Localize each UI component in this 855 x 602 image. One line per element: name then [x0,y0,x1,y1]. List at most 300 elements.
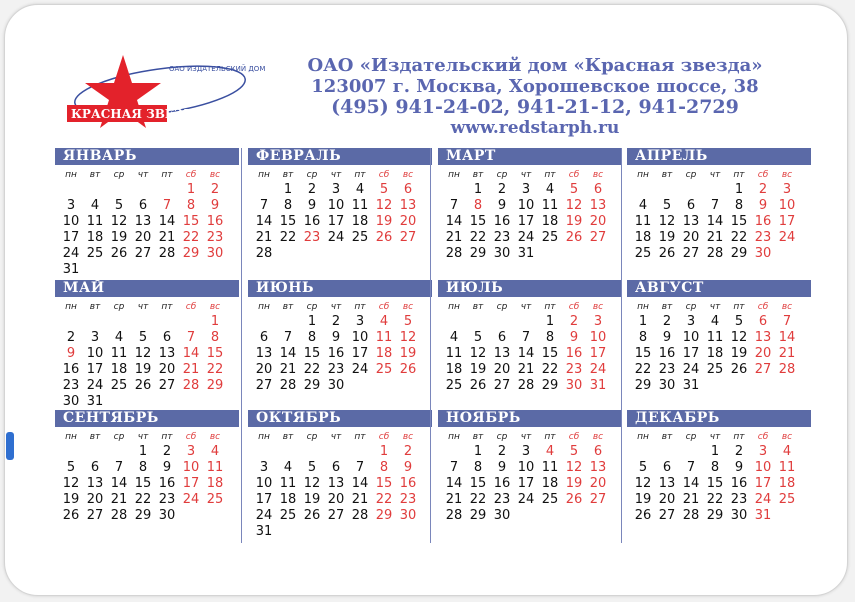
day-cell: 17 [327,214,345,229]
red-star-logo [65,49,266,139]
weekday-header: пн [258,170,270,180]
day-cell: 25 [86,246,104,261]
day-cell: 7 [710,198,720,213]
empty-cell [276,314,300,330]
month-block [438,148,622,262]
day-cell: 14 [682,476,700,491]
day-cell: 16 [754,214,772,229]
day-cell: 21 [445,230,463,245]
weekday-header: чт [330,170,342,180]
weekday-header: вс [402,170,414,180]
day-cell: 17 [589,346,607,361]
day-cell: 19 [565,476,583,491]
day-cell: 23 [399,492,417,507]
weekday-header: сб [185,170,197,180]
weekday-header: вс [592,170,604,180]
weekday-header: чт [330,432,342,442]
day-cell: 29 [706,508,724,523]
day-cell: 27 [493,378,511,393]
day-cell: 18 [445,362,463,377]
day-cell: 27 [682,246,700,261]
day-cell: 1 [379,444,389,459]
day-cell: 18 [86,230,104,245]
day-cell: 29 [182,246,200,261]
weekday-header: вт [472,302,484,312]
weekday-header: чт [137,432,149,442]
weekday-header: вс [209,302,221,312]
day-cell: 21 [255,230,273,245]
day-cell: 19 [658,230,676,245]
day-cell: 3 [331,182,341,197]
day-cell: 4 [283,460,293,475]
weekday-header: ср [113,170,125,180]
weekday-header: ср [113,302,125,312]
day-cell: 1 [186,182,196,197]
day-cell: 29 [206,378,224,393]
day-cell: 5 [734,314,744,329]
weekday-header: пн [65,302,77,312]
day-cell: 9 [758,198,768,213]
day-cell: 26 [62,508,80,523]
day-cell: 23 [658,362,676,377]
day-cell: 5 [638,460,648,475]
publisher-website[interactable]: www.redstarph.ru [450,118,620,138]
day-cell: 16 [327,346,345,361]
day-cell: 3 [90,330,100,345]
day-cell: 2 [66,330,76,345]
month-block [627,280,811,394]
day-cell: 6 [138,198,148,213]
publisher-info [275,55,795,139]
day-cell: 6 [259,330,269,345]
day-cell: 7 [162,198,172,213]
day-cell: 15 [134,476,152,491]
weekday-header: вт [89,432,101,442]
day-cell: 28 [517,378,535,393]
day-cell: 24 [682,362,700,377]
day-cell: 16 [399,476,417,491]
day-cell: 28 [351,508,369,523]
day-cell: 29 [634,378,652,393]
day-cell: 23 [62,378,80,393]
weekday-header: пн [637,302,649,312]
weekday-header: пн [448,302,460,312]
day-cell: 12 [634,476,652,491]
logo-text: КРАСНАЯ ЗВЕЗДА [71,107,204,121]
weekday-header: чт [137,170,149,180]
weekday-header: вс [209,432,221,442]
day-cell: 2 [758,182,768,197]
day-cell: 15 [469,214,487,229]
day-cell: 29 [469,508,487,523]
day-cell: 11 [634,214,652,229]
day-cell: 7 [782,314,792,329]
day-cell: 25 [375,362,393,377]
empty-cell [348,444,372,460]
day-cell: 4 [114,330,124,345]
day-cell: 1 [710,444,720,459]
day-cell: 5 [138,330,148,345]
day-cell: 3 [782,182,792,197]
day-cell: 6 [593,182,603,197]
day-cell: 26 [730,362,748,377]
day-cell: 10 [351,330,369,345]
day-cell: 25 [541,230,559,245]
day-cell: 6 [686,198,696,213]
empty-cell [83,444,107,460]
day-cell: 20 [682,230,700,245]
empty-cell [655,444,679,460]
day-cell: 6 [497,330,507,345]
day-cell: 6 [403,182,413,197]
day-cell: 11 [279,476,297,491]
weekday-header: сб [568,170,580,180]
day-cell: 16 [206,214,224,229]
day-cell: 10 [778,198,796,213]
empty-cell [131,182,155,198]
day-cell: 24 [754,492,772,507]
day-cell: 27 [589,492,607,507]
day-cell: 15 [469,476,487,491]
weekday-header: вт [282,302,294,312]
weekday-header: сб [568,432,580,442]
day-cell: 4 [90,198,100,213]
day-cell: 3 [521,182,531,197]
day-cell: 14 [778,330,796,345]
day-cell: 20 [658,492,676,507]
day-cell: 27 [754,362,772,377]
weekday-header: пт [161,432,173,442]
day-cell: 19 [375,214,393,229]
empty-cell [107,444,131,460]
empty-cell [107,182,131,198]
month-days-grid [252,301,432,394]
day-cell: 5 [473,330,483,345]
day-cell: 19 [730,346,748,361]
day-cell: 11 [206,460,224,475]
day-cell: 31 [86,394,104,409]
weekday-header: пт [544,302,556,312]
day-cell: 20 [158,362,176,377]
day-cell: 17 [517,214,535,229]
day-cell: 3 [593,314,603,329]
day-cell: 26 [303,508,321,523]
day-cell: 18 [375,346,393,361]
day-cell: 15 [730,214,748,229]
day-cell: 28 [445,246,463,261]
day-cell: 2 [162,444,172,459]
day-cell: 2 [497,182,507,197]
day-cell: 25 [445,378,463,393]
weekday-header: вт [282,170,294,180]
day-cell: 13 [86,476,104,491]
month-block [248,280,432,394]
day-cell: 17 [255,492,273,507]
day-cell: 7 [114,460,124,475]
weekday-header: ср [685,170,697,180]
day-cell: 13 [399,198,417,213]
day-cell: 25 [206,492,224,507]
day-cell: 20 [589,214,607,229]
empty-cell [252,444,276,460]
day-cell: 18 [279,492,297,507]
empty-cell [442,444,466,460]
day-cell: 17 [62,230,80,245]
day-cell: 22 [206,362,224,377]
month-days-grid [631,169,811,262]
weekday-header: ср [685,302,697,312]
day-cell: 27 [86,508,104,523]
day-cell: 30 [754,246,772,261]
month-title: ОКТЯБРЬ [248,410,432,427]
day-cell: 30 [493,508,511,523]
day-cell: 7 [449,460,459,475]
weekday-header: сб [378,432,390,442]
day-cell: 1 [734,182,744,197]
month-title: ЯНВАРЬ [55,148,239,165]
day-cell: 15 [182,214,200,229]
month-title: ФЕВРАЛЬ [248,148,432,165]
day-cell: 9 [307,198,317,213]
weekday-header: вс [781,170,793,180]
month-days-grid [59,301,239,410]
day-cell: 27 [327,508,345,523]
day-cell: 2 [403,444,413,459]
day-cell: 16 [62,362,80,377]
month-title: ДЕКАБРЬ [627,410,811,427]
day-cell: 8 [473,460,483,475]
day-cell: 12 [658,214,676,229]
day-cell: 31 [682,378,700,393]
day-cell: 22 [469,492,487,507]
day-cell: 13 [589,198,607,213]
day-cell: 20 [86,492,104,507]
day-cell: 19 [134,362,152,377]
day-cell: 1 [210,314,220,329]
day-cell: 28 [158,246,176,261]
day-cell: 12 [62,476,80,491]
day-cell: 25 [351,230,369,245]
weekday-header: ср [496,170,508,180]
day-cell: 15 [634,346,652,361]
day-cell: 11 [351,198,369,213]
day-cell: 21 [445,492,463,507]
day-cell: 29 [541,378,559,393]
day-cell: 25 [778,492,796,507]
day-cell: 11 [778,460,796,475]
day-cell: 13 [754,330,772,345]
day-cell: 24 [255,508,273,523]
day-cell: 20 [493,362,511,377]
month-days-grid [631,301,811,394]
day-cell: 5 [662,198,672,213]
day-cell: 8 [545,330,555,345]
weekday-header: вт [472,432,484,442]
day-cell: 6 [90,460,100,475]
weekday-header: пн [258,432,270,442]
day-cell: 10 [327,198,345,213]
day-cell: 14 [351,476,369,491]
day-cell: 24 [351,362,369,377]
day-cell: 27 [658,508,676,523]
day-cell: 18 [351,214,369,229]
day-cell: 21 [778,346,796,361]
day-cell: 1 [138,444,148,459]
day-cell: 15 [706,476,724,491]
month-title: АВГУСТ [627,280,811,297]
day-cell: 5 [569,182,579,197]
day-cell: 21 [158,230,176,245]
empty-cell [131,314,155,330]
weekday-header: вт [661,432,673,442]
weekday-header: пт [354,302,366,312]
day-cell: 28 [255,246,273,261]
weekday-header: вс [781,432,793,442]
day-cell: 17 [351,346,369,361]
day-cell: 1 [283,182,293,197]
day-cell: 29 [303,378,321,393]
day-cell: 20 [134,230,152,245]
day-cell: 8 [734,198,744,213]
day-cell: 31 [754,508,772,523]
weekday-header: ср [496,302,508,312]
day-cell: 5 [569,444,579,459]
calendar-card [4,4,848,596]
day-cell: 5 [403,314,413,329]
weekday-header: вс [592,432,604,442]
weekday-header: вс [402,302,414,312]
day-cell: 1 [638,314,648,329]
empty-cell [514,314,538,330]
empty-cell [655,182,679,198]
day-cell: 15 [541,346,559,361]
day-cell: 19 [62,492,80,507]
day-cell: 18 [706,346,724,361]
day-cell: 12 [469,346,487,361]
day-cell: 30 [158,508,176,523]
day-cell: 12 [375,198,393,213]
day-cell: 19 [303,492,321,507]
weekday-header: пт [354,432,366,442]
column-divider [241,148,242,543]
empty-cell [155,314,179,330]
day-cell: 3 [355,314,365,329]
day-cell: 16 [493,476,511,491]
day-cell: 27 [399,230,417,245]
weekday-header: вт [282,432,294,442]
day-cell: 4 [710,314,720,329]
day-cell: 7 [259,198,269,213]
day-cell: 28 [778,362,796,377]
day-cell: 9 [662,330,672,345]
day-cell: 14 [445,476,463,491]
day-cell: 26 [399,362,417,377]
empty-cell [490,314,514,330]
day-cell: 9 [66,346,76,361]
day-cell: 1 [473,182,483,197]
day-cell: 17 [182,476,200,491]
month-title: ИЮЛЬ [438,280,622,297]
day-cell: 8 [379,460,389,475]
day-cell: 26 [565,230,583,245]
empty-cell [300,444,324,460]
month-days-grid [442,169,622,262]
day-cell: 27 [255,378,273,393]
day-cell: 12 [730,330,748,345]
weekday-header: вс [781,302,793,312]
day-cell: 1 [473,444,483,459]
publisher-name: ОАО «Издательский дом «Красная звезда» [307,55,763,76]
weekday-header: пн [65,432,77,442]
day-cell: 24 [517,492,535,507]
month-days-grid [252,169,432,262]
month-block [55,148,239,278]
day-cell: 10 [86,346,104,361]
day-cell: 29 [469,246,487,261]
day-cell: 14 [445,214,463,229]
day-cell: 14 [706,214,724,229]
month-block [55,410,239,524]
day-cell: 30 [730,508,748,523]
day-cell: 13 [682,214,700,229]
weekday-header: вс [402,432,414,442]
weekday-header: чт [520,302,532,312]
day-cell: 18 [206,476,224,491]
weekday-header: сб [757,170,769,180]
day-cell: 2 [662,314,672,329]
day-cell: 31 [255,524,273,539]
day-cell: 11 [375,330,393,345]
day-cell: 22 [375,492,393,507]
day-cell: 28 [445,508,463,523]
day-cell: 16 [565,346,583,361]
day-cell: 31 [62,262,80,277]
day-cell: 7 [521,330,531,345]
day-cell: 7 [283,330,293,345]
day-cell: 6 [593,444,603,459]
day-cell: 9 [497,198,507,213]
empty-cell [155,182,179,198]
day-cell: 10 [517,198,535,213]
empty-cell [252,314,276,330]
day-cell: 25 [541,492,559,507]
day-cell: 13 [658,476,676,491]
weekday-header: сб [378,302,390,312]
day-cell: 20 [255,362,273,377]
column-divider [430,148,431,543]
month-title: НОЯБРЬ [438,410,622,427]
weekday-header: вс [592,302,604,312]
empty-cell [83,314,107,330]
day-cell: 4 [379,314,389,329]
day-cell: 25 [110,378,128,393]
weekday-header: пн [65,170,77,180]
day-cell: 14 [517,346,535,361]
weekday-header: ср [306,170,318,180]
empty-cell [276,444,300,460]
empty-cell [466,314,490,330]
column-divider [621,148,622,543]
day-cell: 19 [634,492,652,507]
day-cell: 30 [565,378,583,393]
weekday-header: чт [709,432,721,442]
day-cell: 20 [399,214,417,229]
month-title: МАЙ [55,280,239,297]
day-cell: 23 [158,492,176,507]
month-title: АПРЕЛЬ [627,148,811,165]
day-cell: 8 [638,330,648,345]
month-days-grid [442,301,622,394]
